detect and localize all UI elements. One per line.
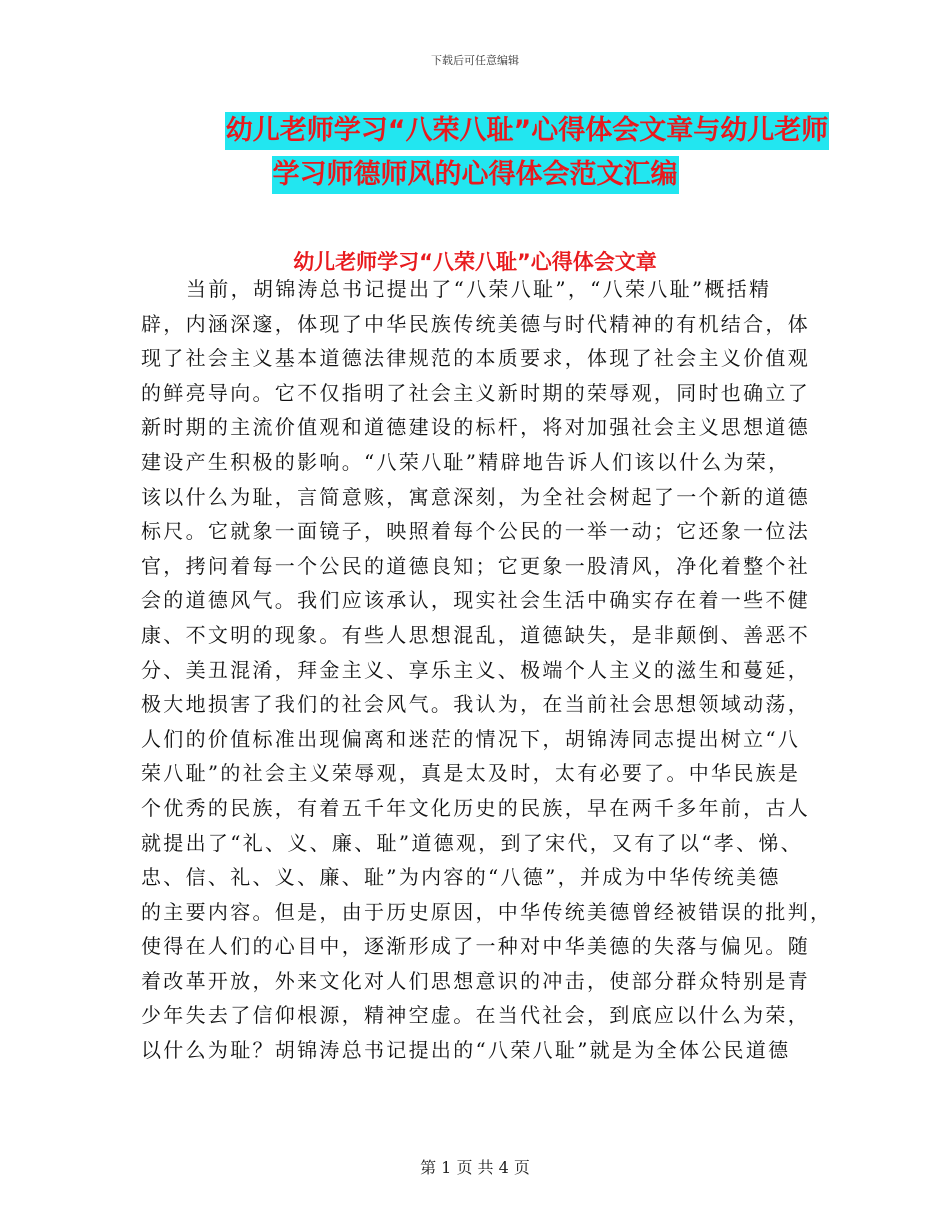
body-line: 官，拷问着每一个公民的道德良知；它更象一股清风，净化着整个社: [141, 553, 810, 578]
body-line: 辟，内涵深邃，体现了中华民族传统美德与时代精神的有机结合，体: [141, 311, 810, 336]
body-line: 的鲜亮导向。它不仅指明了社会主义新时期的荣辱观，同时也确立了: [141, 380, 810, 405]
body-line: 当前，胡锦涛总书记提出了“八荣八耻”，“八荣八耻”概括精: [186, 277, 772, 301]
body-line: 该以什么为耻，言简意赅，寓意深刻，为全社会树起了一个新的道德: [141, 484, 810, 509]
page-footer: 第 1 页 共 4 页: [420, 1158, 530, 1177]
body-line: 康、不文明的现象。有些人思想混乱，道德缺失，是非颠倒、善恶不: [141, 622, 810, 647]
title-text-2: 学习师德师风的心得体会范文汇编: [272, 156, 679, 194]
body-line: 使得在人们的心目中，逐渐形成了一种对中华美德的失落与偏见。随: [141, 934, 810, 959]
body-line: 建设产生积极的影响。“八荣八耻”精辟地告诉人们该以什么为荣，: [141, 449, 791, 474]
body-line: 极大地损害了我们的社会风气。我认为，在当前社会思想领域动荡，: [141, 692, 810, 717]
header-note: 下载后可任意编辑: [431, 54, 519, 67]
body-line: 荣八耻”的社会主义荣辱观，真是太及时，太有必要了。中华民族是: [141, 761, 801, 786]
body-line: 分、美丑混淆，拜金主义、享乐主义、极端个人主义的滋生和蔓延，: [141, 657, 810, 682]
body-paragraph: [141, 272, 833, 1068]
body-line: 个优秀的民族，有着五千年文化历史的民族，早在两千多年前，古人: [141, 795, 810, 820]
body-line: 会的道德风气。我们应该承认，现实社会生活中确实存在着一些不健: [141, 588, 810, 613]
title-text-1: 幼儿老师学习“八荣八耻”心得体会文章与幼儿老师: [225, 112, 830, 150]
body-line: 少年失去了信仰根源，精神空虚。在当代社会，到底应以什么为荣，: [141, 1003, 810, 1028]
body-line: 新时期的主流价值观和道德建设的标杆，将对加强社会主义思想道德: [141, 415, 810, 440]
section-heading: 幼儿老师学习“八荣八耻”心得体会文章: [293, 250, 657, 274]
body-line: 以什么为耻？胡锦涛总书记提出的“八荣八耻”就是为全体公民道德: [141, 1038, 791, 1063]
body-line: 的主要内容。但是，由于历史原因，中华传统美德曾经被错误的批判，: [141, 899, 833, 924]
body-line: 忠、信、礼、义、廉、耻”为内容的“八德”，并成为中华传统美德: [141, 865, 781, 890]
document-title-line-1: [0, 112, 950, 150]
body-line: 就提出了“礼、义、廉、耻”道德观，到了宋代，又有了以“孝、悌、: [141, 830, 803, 855]
body-line: 人们的价值标准出现偏离和迷茫的情况下，胡锦涛同志提出树立“八: [141, 726, 801, 751]
document-title-line-2: [0, 156, 950, 194]
body-line: 着改革开放，外来文化对人们思想意识的冲击，使部分群众特别是青: [141, 968, 810, 993]
body-line: 现了社会主义基本道德法律规范的本质要求，体现了社会主义价值观: [141, 346, 810, 371]
body-line: 标尺。它就象一面镜子，映照着每个公民的一举一动；它还象一位法: [141, 519, 810, 544]
